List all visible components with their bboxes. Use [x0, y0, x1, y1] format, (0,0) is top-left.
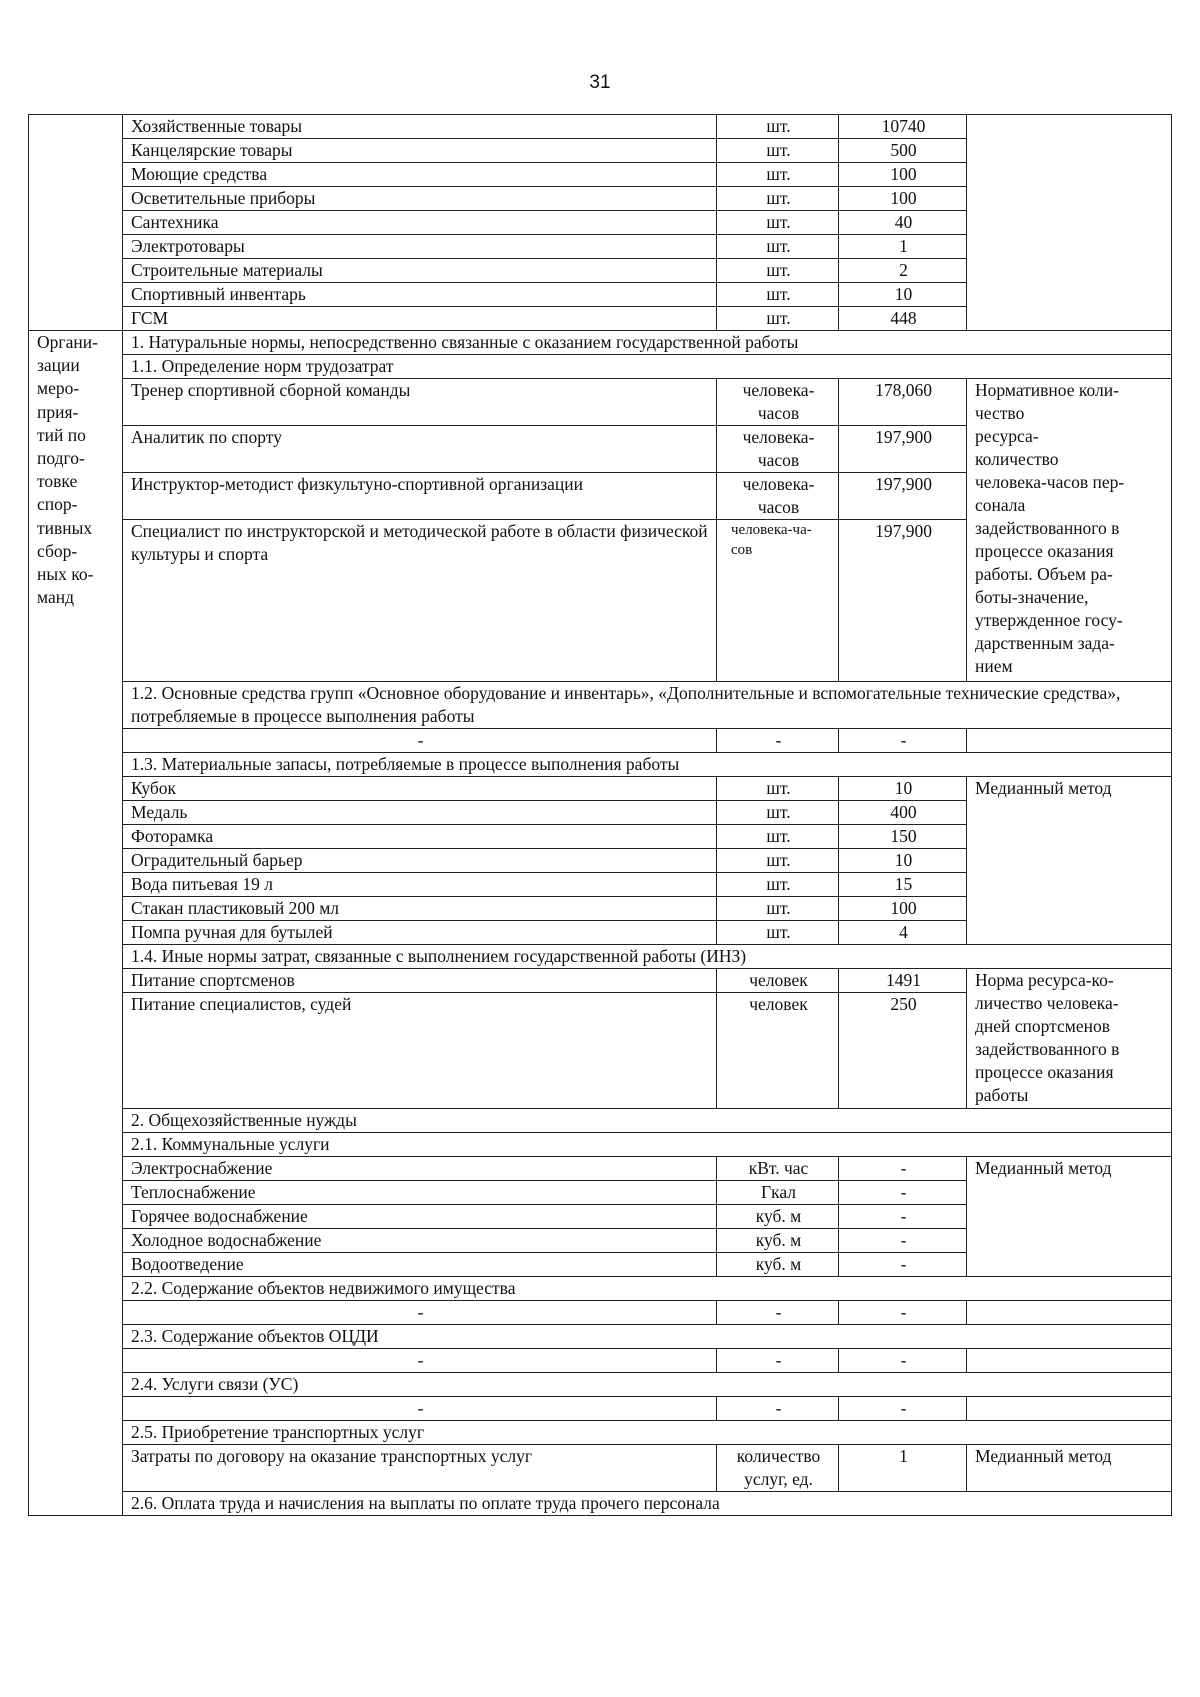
table-row [29, 1349, 1172, 1373]
table-row [29, 115, 1172, 139]
section-heading: 2.6. Оплата труда и начисления на выплаты по оплате труда прочего персонала [123, 1492, 1172, 1516]
item-value: 2 [839, 259, 967, 283]
item-value: - [839, 1181, 967, 1205]
item-unit: шт. [717, 777, 839, 801]
item-value: 500 [839, 139, 967, 163]
item-unit: человек [717, 969, 839, 993]
item-unit: шт. [717, 307, 839, 331]
section-heading: 2. Общехозяйственные нужды [123, 1109, 1172, 1133]
item-unit: шт. [717, 211, 839, 235]
item-unit: шт. [717, 897, 839, 921]
empty-side-cell [29, 115, 123, 331]
item-value: 197,900 [839, 520, 967, 682]
item-value: - [839, 1229, 967, 1253]
empty-value: - [717, 1349, 839, 1373]
empty-value: - [717, 729, 839, 753]
section-heading: 1.4. Иные нормы затрат, связанные с выполнением государственной работы (ИНЗ) [123, 945, 1172, 969]
empty-note-cell [967, 1301, 1172, 1325]
norm-note: Норма ресурса-ко- личество человека- дней спортсменов задействованного в процессе оказания работы [967, 969, 1172, 1109]
item-unit: Гкал [717, 1181, 839, 1205]
page-number: 31 [589, 72, 611, 93]
item-name: Питание специалистов, судей [123, 993, 717, 1109]
item-value: 15 [839, 873, 967, 897]
item-value: 1491 [839, 969, 967, 993]
section-heading: 2.4. Услуги связи (УС) [123, 1373, 1172, 1397]
item-unit: шт. [717, 921, 839, 945]
item-unit: шт. [717, 187, 839, 211]
norm-note: Нормативное коли- чество ресурса- количество человека-часов пер- сонала задействованного в процессе оказания работы. Объем ра- боты-значение, утвержденное госу- дарственным зада- нием [967, 379, 1172, 682]
item-unit: человека-ча- сов [731, 522, 812, 558]
item-name: Медаль [123, 801, 717, 825]
section-row [29, 1325, 1172, 1349]
item-name: Холодное водоснабжение [123, 1229, 717, 1253]
empty-value: - [839, 1301, 967, 1325]
section-row [29, 331, 1172, 355]
item-value: 100 [839, 163, 967, 187]
item-name: Питание спортсменов [123, 969, 717, 993]
item-name: Аналитик по спорту [123, 426, 717, 473]
item-value: 400 [839, 801, 967, 825]
item-unit: куб. м [717, 1205, 839, 1229]
item-value: 4 [839, 921, 967, 945]
empty-value: - [717, 1397, 839, 1421]
item-value: 178,060 [839, 379, 967, 426]
section-heading: 2.3. Содержание объектов ОЦДИ [123, 1325, 1172, 1349]
method-note: Медианный метод [967, 1445, 1172, 1492]
item-name: Горячее водоснабжение [123, 1205, 717, 1229]
item-value: - [839, 1253, 967, 1277]
section-row [29, 1133, 1172, 1157]
section-heading: 2.5. Приобретение транспортных услуг [123, 1421, 1172, 1445]
table-row [29, 1157, 1172, 1181]
empty-value: - [123, 729, 717, 753]
method-note: Медианный метод [967, 777, 1172, 945]
item-unit: шт. [717, 283, 839, 307]
item-name: Электротовары [123, 235, 717, 259]
table-row [29, 1301, 1172, 1325]
item-value: 100 [839, 897, 967, 921]
item-name: Водоотведение [123, 1253, 717, 1277]
method-note: Медианный метод [967, 1157, 1172, 1277]
item-name: Хозяйственные товары [123, 115, 717, 139]
section-row [29, 682, 1172, 729]
item-value: 100 [839, 187, 967, 211]
item-unit: кВт. час [717, 1157, 839, 1181]
item-name: Электроснабжение [123, 1157, 717, 1181]
item-value: - [839, 1205, 967, 1229]
section-row [29, 1373, 1172, 1397]
item-unit: шт. [717, 235, 839, 259]
item-value: 1 [839, 235, 967, 259]
empty-value: - [717, 1301, 839, 1325]
item-name: ГСМ [123, 307, 717, 331]
item-unit: шт. [717, 115, 839, 139]
item-unit: шт. [717, 139, 839, 163]
table-row [29, 969, 1172, 993]
section-row [29, 355, 1172, 379]
section-heading: 1.1. Определение норм трудозатрат [123, 355, 1172, 379]
table-row [29, 1397, 1172, 1421]
item-value: 197,900 [839, 473, 967, 520]
item-name: Вода питьевая 19 л [123, 873, 717, 897]
item-unit: человека- часов [717, 426, 839, 473]
item-unit: куб. м [717, 1253, 839, 1277]
empty-note-cell [967, 729, 1172, 753]
item-name: Моющие средства [123, 163, 717, 187]
item-unit: куб. м [717, 1229, 839, 1253]
empty-value: - [123, 1349, 717, 1373]
item-name: Стакан пластиковый 200 мл [123, 897, 717, 921]
table-row [29, 729, 1172, 753]
item-value: 150 [839, 825, 967, 849]
section-heading: 2.1. Коммунальные услуги [123, 1133, 1172, 1157]
item-value: 40 [839, 211, 967, 235]
item-name: Теплоснабжение [123, 1181, 717, 1205]
item-name: Инструктор-методист физкультуно-спортивной организации [123, 473, 717, 520]
item-unit: шт. [717, 849, 839, 873]
item-name: Специалист по инструкторской и методической работе в области физической культуры и спорта [123, 520, 717, 682]
item-unit: шт. [717, 873, 839, 897]
table-row [29, 379, 1172, 426]
item-name: Помпа ручная для бутылей [123, 921, 717, 945]
side-label: Органи- зации меро- прия- тий по подго- товке спор- тивных сбор- ных ко- манд [29, 331, 123, 1516]
item-unit: количество услуг, ед. [717, 1445, 839, 1492]
item-name: Кубок [123, 777, 717, 801]
item-value: 10740 [839, 115, 967, 139]
section-row [29, 1277, 1172, 1301]
item-name: Оградительный барьер [123, 849, 717, 873]
item-value: 448 [839, 307, 967, 331]
empty-value: - [839, 1349, 967, 1373]
table-row [29, 1445, 1172, 1492]
item-name: Осветительные приборы [123, 187, 717, 211]
item-name: Фоторамка [123, 825, 717, 849]
item-unit: шт. [717, 801, 839, 825]
item-unit: человека- часов [717, 379, 839, 426]
item-name: Спортивный инвентарь [123, 283, 717, 307]
empty-value: - [123, 1301, 717, 1325]
table-row [29, 777, 1172, 801]
item-unit: шт. [717, 825, 839, 849]
item-value: 250 [839, 993, 967, 1109]
item-value: 10 [839, 777, 967, 801]
section-heading: 2.2. Содержание объектов недвижимого имущества [123, 1277, 1172, 1301]
section-heading: 1.2. Основные средства групп «Основное оборудование и инвентарь», «Дополнительные и вспомогательные технические средства», потребляемые в процессе выполнения работы [123, 682, 1172, 729]
item-unit: человека- часов [717, 473, 839, 520]
item-unit: шт. [717, 259, 839, 283]
item-name: Тренер спортивной сборной команды [123, 379, 717, 426]
item-value: 10 [839, 849, 967, 873]
item-name: Строительные материалы [123, 259, 717, 283]
section-row [29, 1109, 1172, 1133]
empty-note-cell [967, 115, 1172, 331]
item-name: Затраты по договору на оказание транспортных услуг [123, 1445, 717, 1492]
item-value: - [839, 1157, 967, 1181]
section-heading: 1.3. Материальные запасы, потребляемые в процессе выполнения работы [123, 753, 1172, 777]
section-row [29, 753, 1172, 777]
item-name: Сантехника [123, 211, 717, 235]
cost-norms-table [28, 114, 1172, 1516]
empty-value: - [839, 1397, 967, 1421]
item-unit: шт. [717, 163, 839, 187]
empty-value: - [123, 1397, 717, 1421]
item-value: 197,900 [839, 426, 967, 473]
item-unit: человек [717, 993, 839, 1109]
item-value: 10 [839, 283, 967, 307]
empty-value: - [839, 729, 967, 753]
item-value: 1 [839, 1445, 967, 1492]
section-heading: 1. Натуральные нормы, непосредственно связанные с оказанием государственной работы [123, 331, 1172, 355]
section-row [29, 1421, 1172, 1445]
empty-note-cell [967, 1397, 1172, 1421]
item-name: Канцелярские товары [123, 139, 717, 163]
section-row [29, 945, 1172, 969]
section-row [29, 1492, 1172, 1516]
empty-note-cell [967, 1349, 1172, 1373]
